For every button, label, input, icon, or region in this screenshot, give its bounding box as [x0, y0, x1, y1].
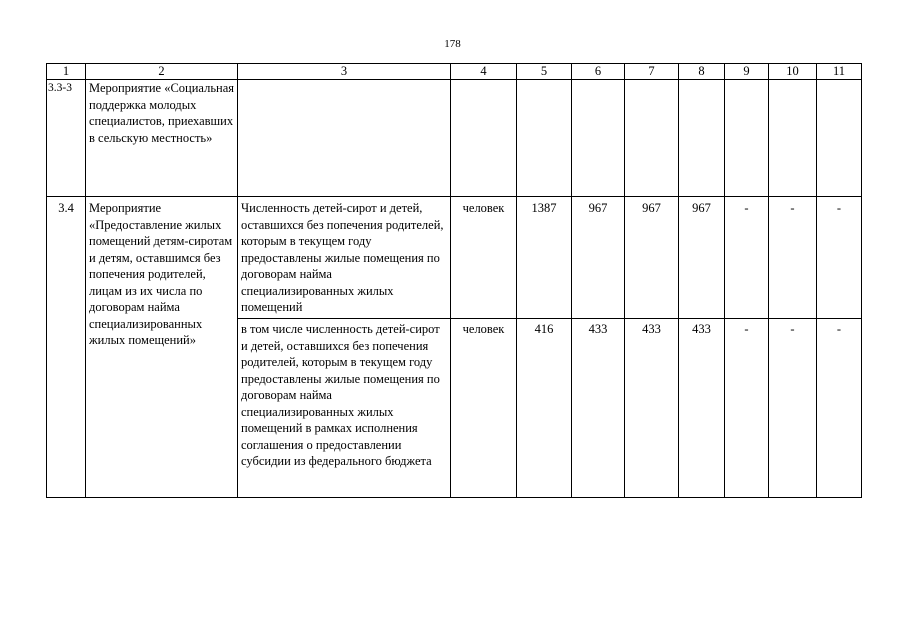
- value-cell: -: [817, 319, 862, 498]
- value-cell: 433: [572, 319, 625, 498]
- header-cell: 1: [47, 64, 86, 80]
- header-cell: 11: [817, 64, 862, 80]
- table-row: [47, 197, 862, 319]
- data-table: [46, 63, 862, 498]
- value-cell: [679, 80, 725, 197]
- table-row: [47, 80, 862, 197]
- header-cell: 4: [451, 64, 517, 80]
- header-cell: 5: [517, 64, 572, 80]
- value-cell: [725, 80, 769, 197]
- indicator-cell: в том числе численность детей-сирот и детей, оставшихся без попечения родителей, которым в текущем году предоставлены жилые помещения по договорам найма специализированных жилых помещений в рамках исполнения соглашения о предоставлении субсидии из федерального бюджета: [238, 319, 451, 498]
- header-cell: 7: [625, 64, 679, 80]
- value-cell: [572, 80, 625, 197]
- unit-cell: [451, 80, 517, 197]
- table-header-row: [47, 64, 862, 80]
- page-number: 178: [444, 38, 461, 50]
- value-cell: -: [817, 197, 862, 319]
- header-cell: 8: [679, 64, 725, 80]
- header-cell: 10: [769, 64, 817, 80]
- header-cell: 6: [572, 64, 625, 80]
- value-cell: 433: [679, 319, 725, 498]
- value-cell: [769, 80, 817, 197]
- value-cell: -: [725, 197, 769, 319]
- value-cell: 967: [572, 197, 625, 319]
- value-cell: 1387: [517, 197, 572, 319]
- event-cell: Мероприятие «Предоставление жилых помещений детям-сиротам и детям, оставшимся без попечения родителей, лицам из их числа по договорам найма специализированных жилых помещений»: [86, 197, 238, 498]
- value-cell: 967: [625, 197, 679, 319]
- header-cell: 3: [238, 64, 451, 80]
- event-cell: Мероприятие «Социальная поддержка молодых специалистов, приехавших в сельскую местность»: [86, 80, 238, 197]
- row-number: 3.4: [47, 197, 86, 498]
- header-cell: 9: [725, 64, 769, 80]
- value-cell: 967: [679, 197, 725, 319]
- value-cell: 416: [517, 319, 572, 498]
- indicator-cell: [238, 80, 451, 197]
- unit-cell: человек: [451, 319, 517, 498]
- value-cell: 433: [625, 319, 679, 498]
- value-cell: -: [769, 197, 817, 319]
- value-cell: [817, 80, 862, 197]
- value-cell: -: [725, 319, 769, 498]
- unit-cell: человек: [451, 197, 517, 319]
- header-cell: 2: [86, 64, 238, 80]
- indicator-cell: Численность детей-сирот и детей, оставшихся без попечения родителей, которым в текущем году предоставлены жилые помещения по договорам найма специализированных жилых помещений: [238, 197, 451, 319]
- row-number: 3.3-3: [47, 80, 86, 197]
- value-cell: -: [769, 319, 817, 498]
- value-cell: [517, 80, 572, 197]
- value-cell: [625, 80, 679, 197]
